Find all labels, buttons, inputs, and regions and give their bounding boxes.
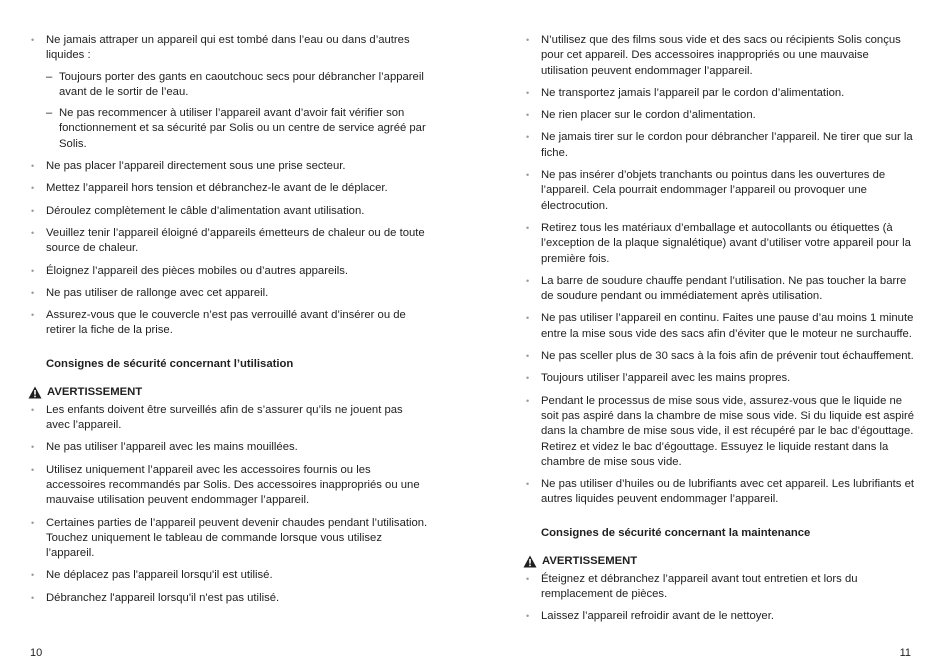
warning-triangle-icon <box>28 386 42 399</box>
left-bullets-b <box>28 403 428 606</box>
warning-label: AVERTISSEMENT <box>542 554 638 567</box>
list-item: • Ne jamais tirer sur le cordon pour débrancher l’appareil. Ne tirer que sur la fiche. <box>523 130 915 161</box>
list-item: • Ne pas placer l’appareil directement sous une prise secteur. <box>28 159 428 174</box>
sub-list <box>46 70 428 152</box>
list-item: • N’utilisez que des films sous vide et des sacs ou récipients Solis conçus pour cet appareil. Des accessoires inappropriés ou une mauvaise utilisation peuvent endommager l’appareil. <box>523 33 915 79</box>
list-item: • Retirez tous les matériaux d’emballage et autocollants ou étiquettes (à l’exception de la plaque signalétique) avant d’utiliser votre appareil pour la première fois. <box>523 221 915 267</box>
sub-list-item: – Toujours porter des gants en caoutchouc secs pour débrancher l’appareil avant de le sortir de l’eau. <box>46 70 428 101</box>
list-item: • Ne pas utiliser de rallonge avec cet appareil. <box>28 286 428 301</box>
page-left <box>28 0 428 660</box>
sub-list-item: – Ne pas recommencer à utiliser l’appareil avant d’avoir fait vérifier son fonctionnement et sa sécurité par Solis ou un centre de service agréé par Solis. <box>46 106 428 152</box>
left-bullets-a <box>28 33 428 339</box>
list-item: • Éloignez l’appareil des pièces mobiles ou d’autres appareils. <box>28 264 428 279</box>
warning-heading <box>523 554 915 569</box>
list-item: • Certaines parties de l’appareil peuvent devenir chaudes pendant l’utilisation. Touchez uniquement le tableau de commande lorsque vous utilisez l’appareil. <box>28 516 428 562</box>
list-item: • Débranchez l'appareil lorsqu'il n'est pas utilisé. <box>28 591 428 606</box>
right-bullets-b <box>523 572 915 625</box>
list-item: • Mettez l’appareil hors tension et débranchez-le avant de le déplacer. <box>28 181 428 196</box>
warning-triangle-icon <box>523 555 537 568</box>
list-item: • La barre de soudure chauffe pendant l’utilisation. Ne pas toucher la barre de soudure pendant ou immédiatement après utilisation. <box>523 274 915 305</box>
list-item: • Ne déplacez pas l'appareil lorsqu'il est utilisé. <box>28 568 428 583</box>
left-column <box>28 33 428 613</box>
list-item: • Toujours utiliser l’appareil avec les mains propres. <box>523 371 915 386</box>
section-title-usage: Consignes de sécurité concernant l’utilisation <box>46 357 294 370</box>
list-item: • Ne transportez jamais l’appareil par le cordon d’alimentation. <box>523 86 915 101</box>
list-item <box>28 33 428 152</box>
list-item: • Ne pas utiliser l’appareil en continu. Faites une pause d’au moins 1 minute entre la mise sous vide des sacs afin d’éviter que le moteur ne surchauffe. <box>523 311 915 342</box>
list-item: • Ne pas sceller plus de 30 sacs à la fois afin de prévenir tout échauffement. <box>523 349 915 364</box>
list-item-text: Ne jamais attraper un appareil qui est tombé dans l’eau ou dans d’autres liquides : <box>46 34 410 62</box>
list-item: • Ne pas insérer d’objets tranchants ou pointus dans les ouvertures de l’appareil. Cela pourrait endommager l’appareil ou provoquer une électrocution. <box>523 168 915 214</box>
list-item: • Utilisez uniquement l’appareil avec les accessoires fournis ou les accessoires recommandés par Solis. Des accessoires inappropriés ou une mauvaise utilisation peuvent endommager l’appareil. <box>28 463 428 509</box>
list-item: • Laissez l’appareil refroidir avant de le nettoyer. <box>523 609 915 624</box>
section-title-maintenance: Consignes de sécurité concernant la maintenance <box>541 526 811 539</box>
list-item: • Ne pas utiliser l’appareil avec les mains mouillées. <box>28 440 428 455</box>
list-item: • Ne rien placer sur le cordon d’alimentation. <box>523 108 915 123</box>
warning-label: AVERTISSEMENT <box>47 385 143 398</box>
list-item: • Assurez-vous que le couvercle n’est pas verrouillé avant d’insérer ou de retirer la fiche de la prise. <box>28 308 428 339</box>
right-bullets-a <box>523 33 915 508</box>
list-item: • Veuillez tenir l’appareil éloigné d’appareils émetteurs de chaleur ou de toute source de chaleur. <box>28 226 428 257</box>
page-number-right: 11 <box>899 647 911 659</box>
right-column <box>523 33 915 632</box>
list-item: • Déroulez complètement le câble d’alimentation avant utilisation. <box>28 204 428 219</box>
list-item: • Les enfants doivent être surveillés afin de s’assurer qu’ils ne jouent pas avec l’appareil. <box>28 403 428 434</box>
list-item: • Pendant le processus de mise sous vide, assurez-vous que le liquide ne soit pas aspiré dans la chambre de mise sous vide. Si du liquide est aspiré dans la chambre de mise sous vide, il est récupéré par le bac d’égouttage. Retirez et videz le bac d’égouttage. Essuyez le liquide restant dans la chambre de mise sous vide. <box>523 394 915 470</box>
warning-heading <box>28 385 428 400</box>
page-number-left: 10 <box>30 647 43 659</box>
page-right <box>523 0 915 660</box>
list-item: • Ne pas utiliser d’huiles ou de lubrifiants avec cet appareil. Les lubrifiants et autres liquides peuvent endommager l’appareil. <box>523 477 915 508</box>
list-item: • Éteignez et débranchez l’appareil avant tout entretien et lors du remplacement de pièces. <box>523 572 915 603</box>
